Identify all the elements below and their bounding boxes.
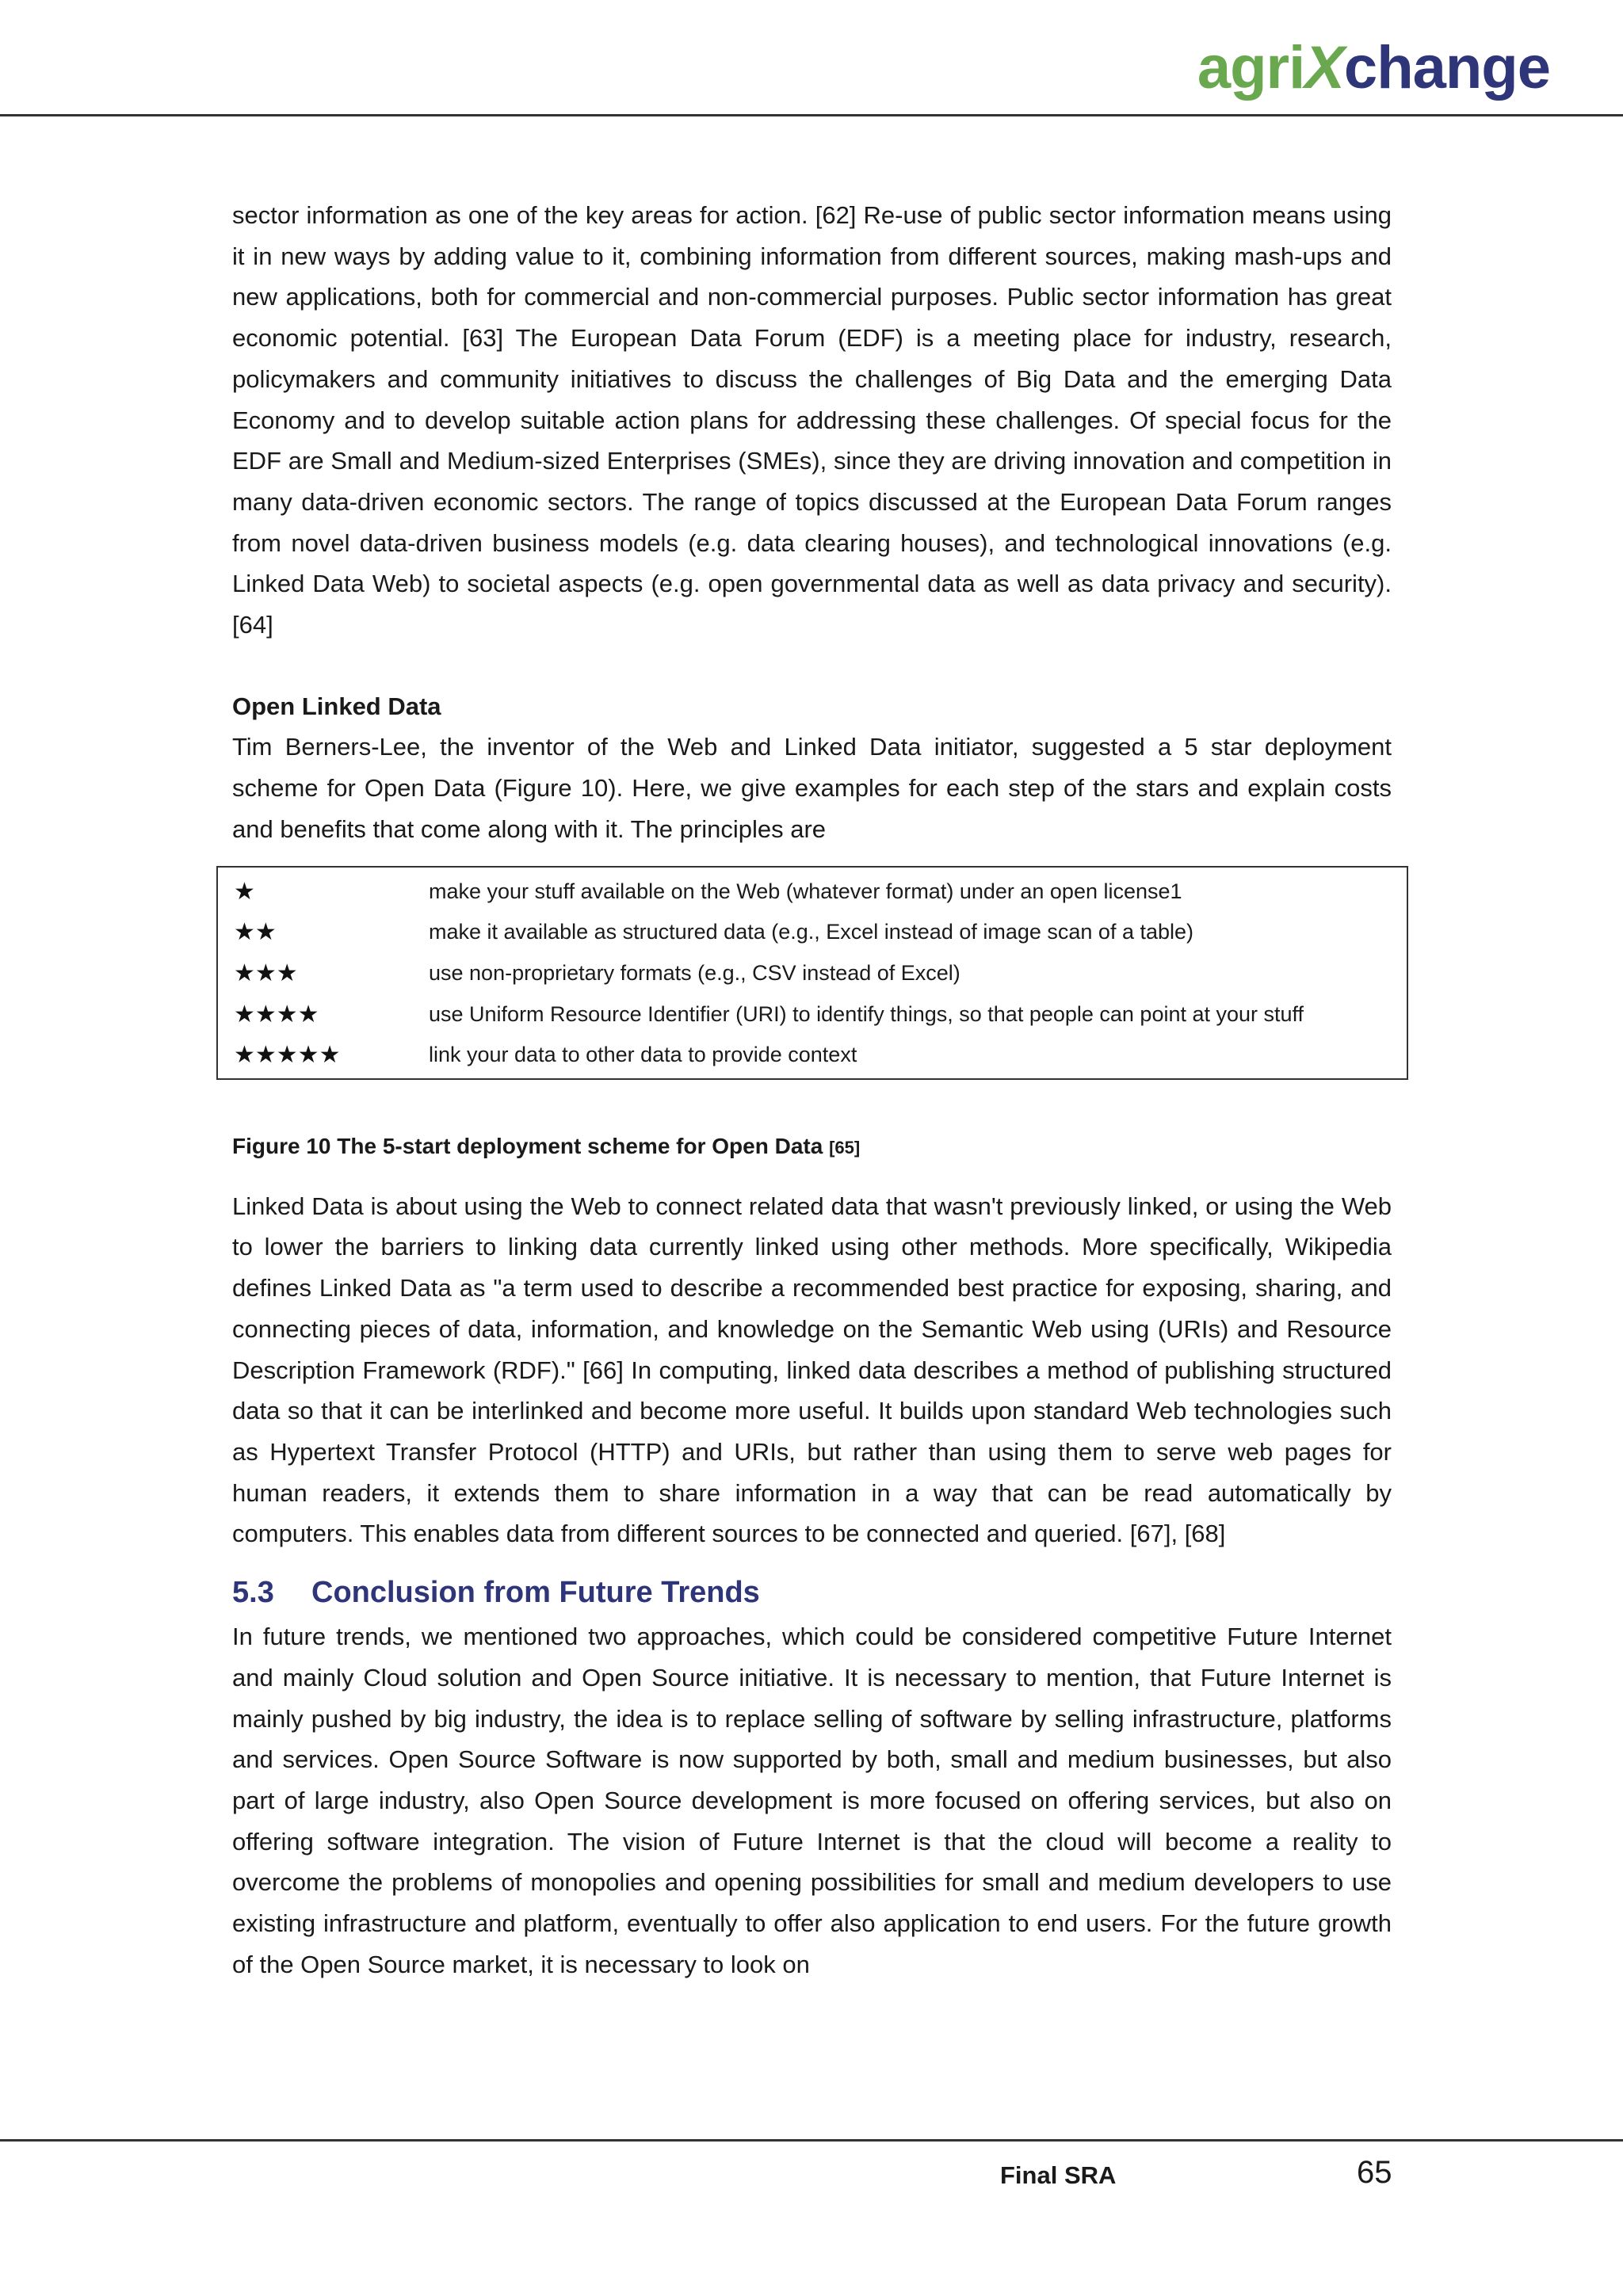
footer-divider [0, 2139, 1623, 2142]
star-rating-1: ★ [234, 878, 255, 905]
star-rating-5: ★★★★★ [234, 1042, 341, 1069]
star-description: use Uniform Resource Identifier (URI) to identify things, so that people can point at your stuff [429, 1001, 1304, 1026]
star-description: link your data to other data to provide context [429, 1043, 857, 1067]
page-content [232, 195, 1392, 1985]
paragraph-future-trends: In future trends, we mentioned two approaches, which could be considered competitive Future Internet and mainly Cloud solution and Open Source initiative. It is necessary to mention, that Future Internet is mainly pushed by big industry, the idea is to replace selling of software by selling infrastructure, platforms and services. Open Source Software is now supported by both, small and medium businesses, but also part of large industry, also Open Source development is more focused on offering services, but also on offering software integration. The vision of Future Internet is that the cloud will become a reality to overcome the problems of monopolies and opening possibilities for small and medium developers to use existing infrastructure and platform, eventually to offer also application to end users. For the future growth of the Open Source market, it is necessary to look on [232, 1623, 1392, 1978]
star-description: make it available as structured data (e.g., Excel instead of image scan of a table) [429, 920, 1194, 944]
paragraph-linked-data: Linked Data is about using the Web to connect related data that wasn't previously linked, or using the Web to lower the barriers to linking data currently linked using other methods. More specifically, Wikipedia defines Linked Data as "a term used to describe a recommended best practice for exposing, sharing, and connecting pieces of data, information, and knowledge on the Semantic Web using (URIs) and Resource Description Framework (RDF)." [66] In computing, linked data describes a method of publishing structured data so that it can be interlinked and become more useful. It builds upon standard Web technologies such as Hypertext Transfer Protocol (HTTP) and URIs, but rather than using them to serve web pages for human readers, it extends them to share information in a way that can be read automatically by computers. This enables data from different sources to be connected and queried. [67], [68] [232, 1192, 1392, 1548]
star-description: make your stuff available on the Web (whatever format) under an open license1 [429, 879, 1182, 903]
star-row [218, 994, 1407, 1035]
star-row [218, 953, 1407, 994]
star-row [218, 1035, 1407, 1076]
section-heading [232, 1569, 1392, 1616]
header-divider [0, 114, 1623, 116]
star-row [218, 912, 1407, 953]
star-rating-3: ★★★ [234, 959, 298, 986]
five-star-table [216, 866, 1408, 1081]
star-row [218, 871, 1407, 913]
agrixchange-logo [1197, 34, 1550, 101]
logo-change: change [1343, 34, 1550, 101]
caption-reference: [65] [829, 1138, 861, 1158]
logo-agri: agri [1197, 34, 1305, 101]
logo-x: X [1304, 34, 1344, 101]
subheading-open-linked-data: Open Linked Data [232, 692, 441, 720]
section-title: Conclusion from Future Trends [311, 1576, 760, 1610]
star-description: use non-proprietary formats (e.g., CSV instead of Excel) [429, 960, 960, 985]
section-number: 5.3 [232, 1576, 274, 1610]
star-rating-2: ★★ [234, 919, 277, 946]
footer-document-label: Final SRA [1000, 2161, 1117, 2189]
page-number: 65 [1357, 2155, 1392, 2190]
figure-caption [232, 1126, 1392, 1169]
paragraph-berners-lee: Tim Berners-Lee, the inventor of the Web and Linked Data initiator, suggested a 5 star deployment scheme for Open Data (Figure 10). Here, we give examples for each step of the stars and explain costs and benefits that come along with it. The principles are [232, 733, 1392, 843]
star-rating-4: ★★★★ [234, 1001, 319, 1028]
caption-text: Figure 10 The 5-start deployment scheme for Open Data [232, 1134, 823, 1159]
paragraph-public-sector: sector information as one of the key areas for action. [62] Re-use of public sector information means using it in new ways by adding value to it, combining information from different sources, making mash-ups and new applications, both for commercial and non-commercial purposes. Public sector information has great economic potential. [63] The European Data Forum (EDF) is a meeting place for industry, research, policymakers and community initiatives to discuss the challenges of Big Data and the emerging Data Economy and to develop suitable action plans for addressing these challenges. Of special focus for the EDF are Small and Medium-sized Enterprises (SMEs), since they are driving innovation and competition in many data-driven economic sectors. The range of topics discussed at the European Data Forum ranges from novel data-driven business models (e.g. data clearing houses), and technological innovations (e.g. Linked Data Web) to societal aspects (e.g. open governmental data as well as data privacy and security). [64] [232, 201, 1392, 639]
